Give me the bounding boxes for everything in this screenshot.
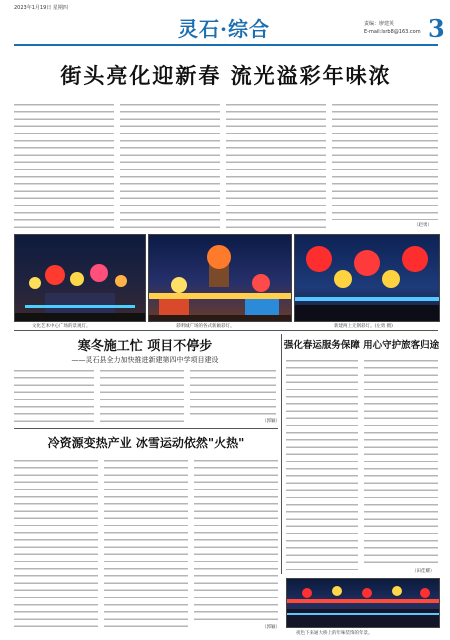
article2-source: （郭颖） bbox=[262, 419, 280, 424]
photo-square-caption: 彩明城广场的各式新颖彩灯。 bbox=[176, 324, 235, 329]
article4-title: 冷资源变热产业 冰雪运动依然"火热" bbox=[47, 435, 245, 450]
article4-body-col2 bbox=[104, 458, 188, 630]
page-number: 3 bbox=[428, 14, 445, 43]
article3-title: 强化春运服务保障 用心守护旅客归途 bbox=[283, 340, 440, 351]
editor-email: E-mail:lsrb8@163.com bbox=[364, 29, 421, 35]
lead-headline: 街头亮化迎新春 流光溢彩年味浓 bbox=[60, 63, 392, 88]
lead-article-body-col4 bbox=[332, 102, 438, 220]
article4-body-col3 bbox=[194, 458, 278, 622]
lead-article-body-col1 bbox=[14, 102, 114, 230]
photo-square-lanterns-image bbox=[149, 235, 291, 321]
photo-art-center-lights bbox=[14, 234, 146, 322]
photo-bridge-lanterns bbox=[294, 234, 440, 322]
lead-article-body-col2 bbox=[120, 102, 220, 230]
photo-art-center-lights-image bbox=[15, 235, 145, 321]
lead-article-byline: （赵勇） bbox=[414, 223, 432, 228]
article4-source: （郭颖） bbox=[262, 625, 280, 630]
article2-subtitle: ——灵石县全力加快推进新建第四中学项目建设 bbox=[71, 356, 219, 364]
photo-art-center-caption: 文化艺术中心广场的景观灯。 bbox=[32, 324, 91, 329]
article2-body-col2 bbox=[100, 368, 184, 424]
page-date-line: 2023年1月19日 星期四 bbox=[14, 5, 68, 11]
photo-bridge-night-caption: 夜色下来通大桥上的年味装饰的年景。 bbox=[296, 631, 373, 636]
column-divider bbox=[281, 334, 282, 574]
photo-bridge-night bbox=[286, 578, 440, 628]
photo-bridge-night-image bbox=[287, 579, 439, 627]
section-divider-2 bbox=[14, 428, 278, 429]
editor-info bbox=[364, 20, 421, 36]
article2-body-col1 bbox=[14, 368, 94, 424]
article2-title: 寒冬施工忙 项目不停步 bbox=[77, 338, 213, 354]
article4-body-col1 bbox=[14, 458, 98, 630]
article3-source: （田佳耀） bbox=[412, 569, 435, 574]
lead-article-body-col3 bbox=[226, 102, 326, 230]
photo-square-lanterns bbox=[148, 234, 292, 322]
section-divider-1 bbox=[14, 330, 438, 331]
section-title: 灵石·综合 bbox=[178, 16, 270, 41]
article3-body-col2 bbox=[364, 358, 438, 566]
header-rule bbox=[14, 44, 438, 46]
photo-bridge-caption: 新建两上无钢彩灯。(左勇 摄) bbox=[334, 324, 393, 329]
article2-body-col3 bbox=[190, 368, 276, 416]
photo-bridge-lanterns-image bbox=[295, 235, 439, 321]
page-header bbox=[14, 12, 445, 44]
article3-body-col1 bbox=[286, 358, 358, 574]
editor-name: 责编：廖建英 bbox=[364, 21, 395, 27]
